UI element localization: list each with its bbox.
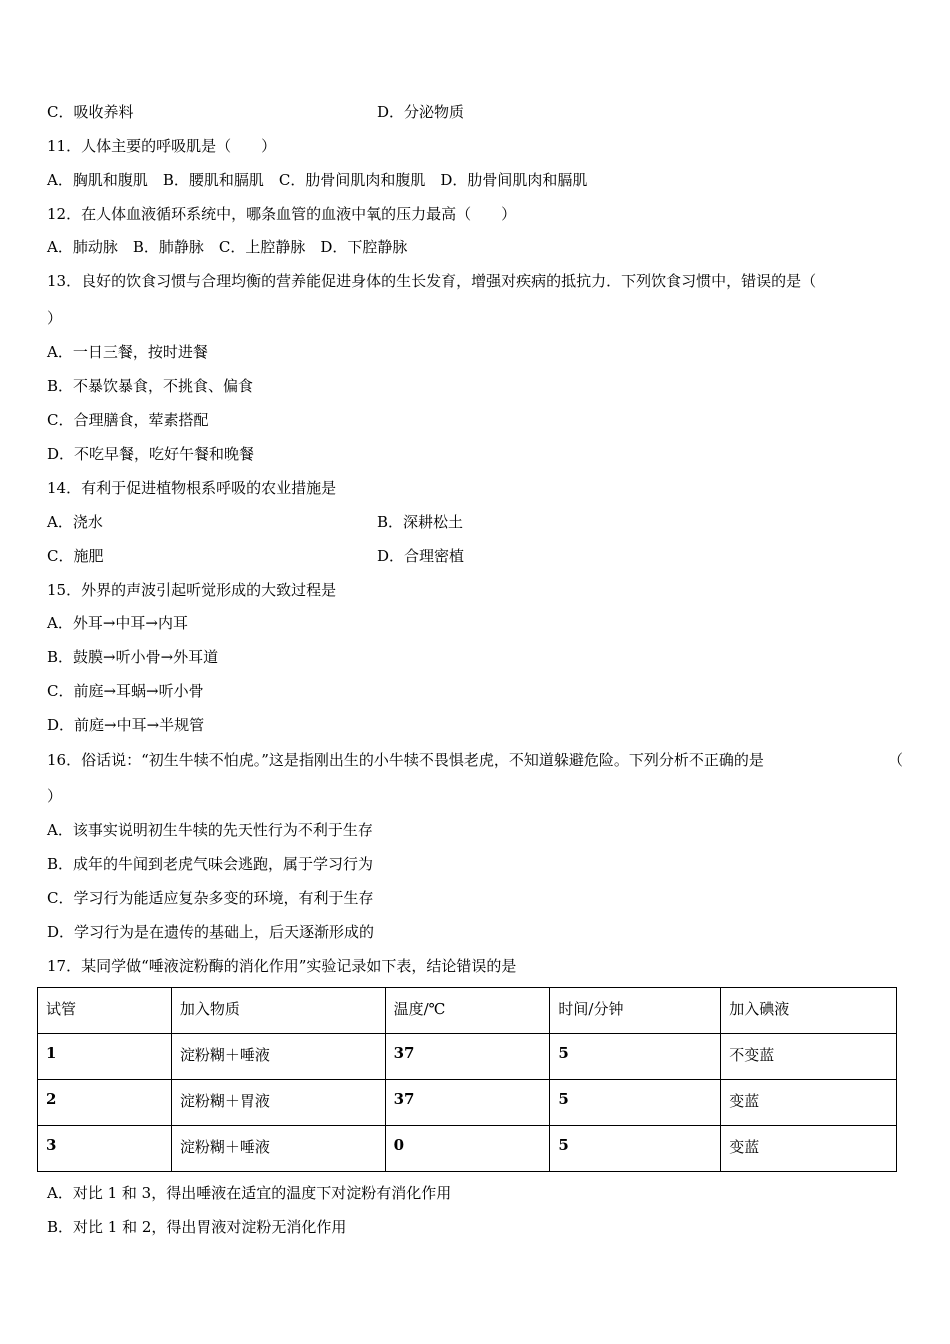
cell-substance: 淀粉糊＋唾液 xyxy=(171,1034,385,1080)
q11-options: A．胸肌和腹肌 B．腰肌和膈肌 C．肋骨间肌肉和腹肌 D．肋骨间肌肉和膈肌 xyxy=(47,171,588,189)
cell-temperature: 0 xyxy=(385,1126,550,1172)
table-header-row xyxy=(38,988,897,1034)
cell-tube: 3 xyxy=(38,1126,172,1172)
header-iodine: 加入碘液 xyxy=(721,988,897,1034)
table-row xyxy=(38,1080,897,1126)
q14-stem: 14．有利于促进植物根系呼吸的农业措施是 xyxy=(47,479,337,497)
q16-stem: 16．俗话说：“初生牛犊不怕虎。”这是指刚出生的小牛犊不畏惧老虎，不知道躲避危险。下列分析不正确的是 xyxy=(47,751,764,769)
q11-stem: 11．人体主要的呼吸肌是（ ） xyxy=(47,137,277,155)
q10-option-c: C．吸收养料 xyxy=(47,103,134,121)
table-row xyxy=(38,1034,897,1080)
q15-option-c: C．前庭→耳蜗→听小骨 xyxy=(47,682,204,700)
q14-option-c: C．施肥 xyxy=(47,547,104,565)
q12-stem: 12．在人体血液循环系统中，哪条血管的血液中氧的压力最高（ ） xyxy=(47,205,517,223)
q17-option-b: B．对比 1 和 2，得出胃液对淀粉无消化作用 xyxy=(47,1218,347,1236)
cell-tube: 1 xyxy=(38,1034,172,1080)
cell-time: 5 xyxy=(550,1034,721,1080)
q13-stem: 13．良好的饮食习惯与合理均衡的营养能促进身体的生长发育，增强对疾病的抵抗力．下列饮食习惯中，错误的是（ xyxy=(47,272,817,290)
q13-option-c: C．合理膳食，荤素搭配 xyxy=(47,411,209,429)
q16-stem-end: ） xyxy=(47,787,63,805)
cell-time: 5 xyxy=(550,1080,721,1126)
header-substance: 加入物质 xyxy=(171,988,385,1034)
q15-option-d: D．前庭→中耳→半规管 xyxy=(47,716,205,734)
q16-option-b: B．成年的牛闻到老虎气味会逃跑，属于学习行为 xyxy=(47,855,374,873)
cell-time: 5 xyxy=(550,1126,721,1172)
q15-option-a: A．外耳→中耳→内耳 xyxy=(47,614,188,632)
cell-iodine: 变蓝 xyxy=(721,1080,897,1126)
q13-option-a: A．一日三餐，按时进餐 xyxy=(47,343,208,361)
q14-option-d: D．合理密植 xyxy=(377,547,465,565)
q16-option-d: D．学习行为是在遗传的基础上，后天逐渐形成的 xyxy=(47,923,375,941)
q14-option-a: A．浇水 xyxy=(47,513,103,531)
experiment-table xyxy=(37,987,897,1172)
header-temperature: 温度/℃ xyxy=(385,988,550,1034)
table-row xyxy=(38,1126,897,1172)
q17-stem: 17．某同学做“唾液淀粉酶的消化作用”实验记录如下表，结论错误的是 xyxy=(47,957,517,975)
header-tube: 试管 xyxy=(38,988,172,1034)
q16-paren-open: （ xyxy=(888,751,904,769)
cell-temperature: 37 xyxy=(385,1034,550,1080)
q15-stem: 15．外界的声波引起听觉形成的大致过程是 xyxy=(47,581,337,599)
cell-iodine: 变蓝 xyxy=(721,1126,897,1172)
q15-option-b: B．鼓膜→听小骨→外耳道 xyxy=(47,648,219,666)
q12-options: A．肺动脉 B．肺静脉 C．上腔静脉 D．下腔静脉 xyxy=(47,238,408,256)
q14-option-b: B．深耕松土 xyxy=(377,513,464,531)
cell-iodine: 不变蓝 xyxy=(721,1034,897,1080)
q16-option-a: A．该事实说明初生牛犊的先天性行为不利于生存 xyxy=(47,821,373,839)
cell-substance: 淀粉糊＋唾液 xyxy=(171,1126,385,1172)
q17-option-a: A．对比 1 和 3，得出唾液在适宜的温度下对淀粉有消化作用 xyxy=(47,1184,452,1202)
q13-stem-end: ） xyxy=(47,309,63,327)
q13-option-b: B．不暴饮暴食，不挑食、偏食 xyxy=(47,377,254,395)
cell-substance: 淀粉糊＋胃液 xyxy=(171,1080,385,1126)
q16-option-c: C．学习行为能适应复杂多变的环境，有利于生存 xyxy=(47,889,374,907)
q10-option-d: D．分泌物质 xyxy=(377,103,465,121)
q13-option-d: D．不吃早餐，吃好午餐和晚餐 xyxy=(47,445,255,463)
header-time: 时间/分钟 xyxy=(550,988,721,1034)
cell-temperature: 37 xyxy=(385,1080,550,1126)
cell-tube: 2 xyxy=(38,1080,172,1126)
